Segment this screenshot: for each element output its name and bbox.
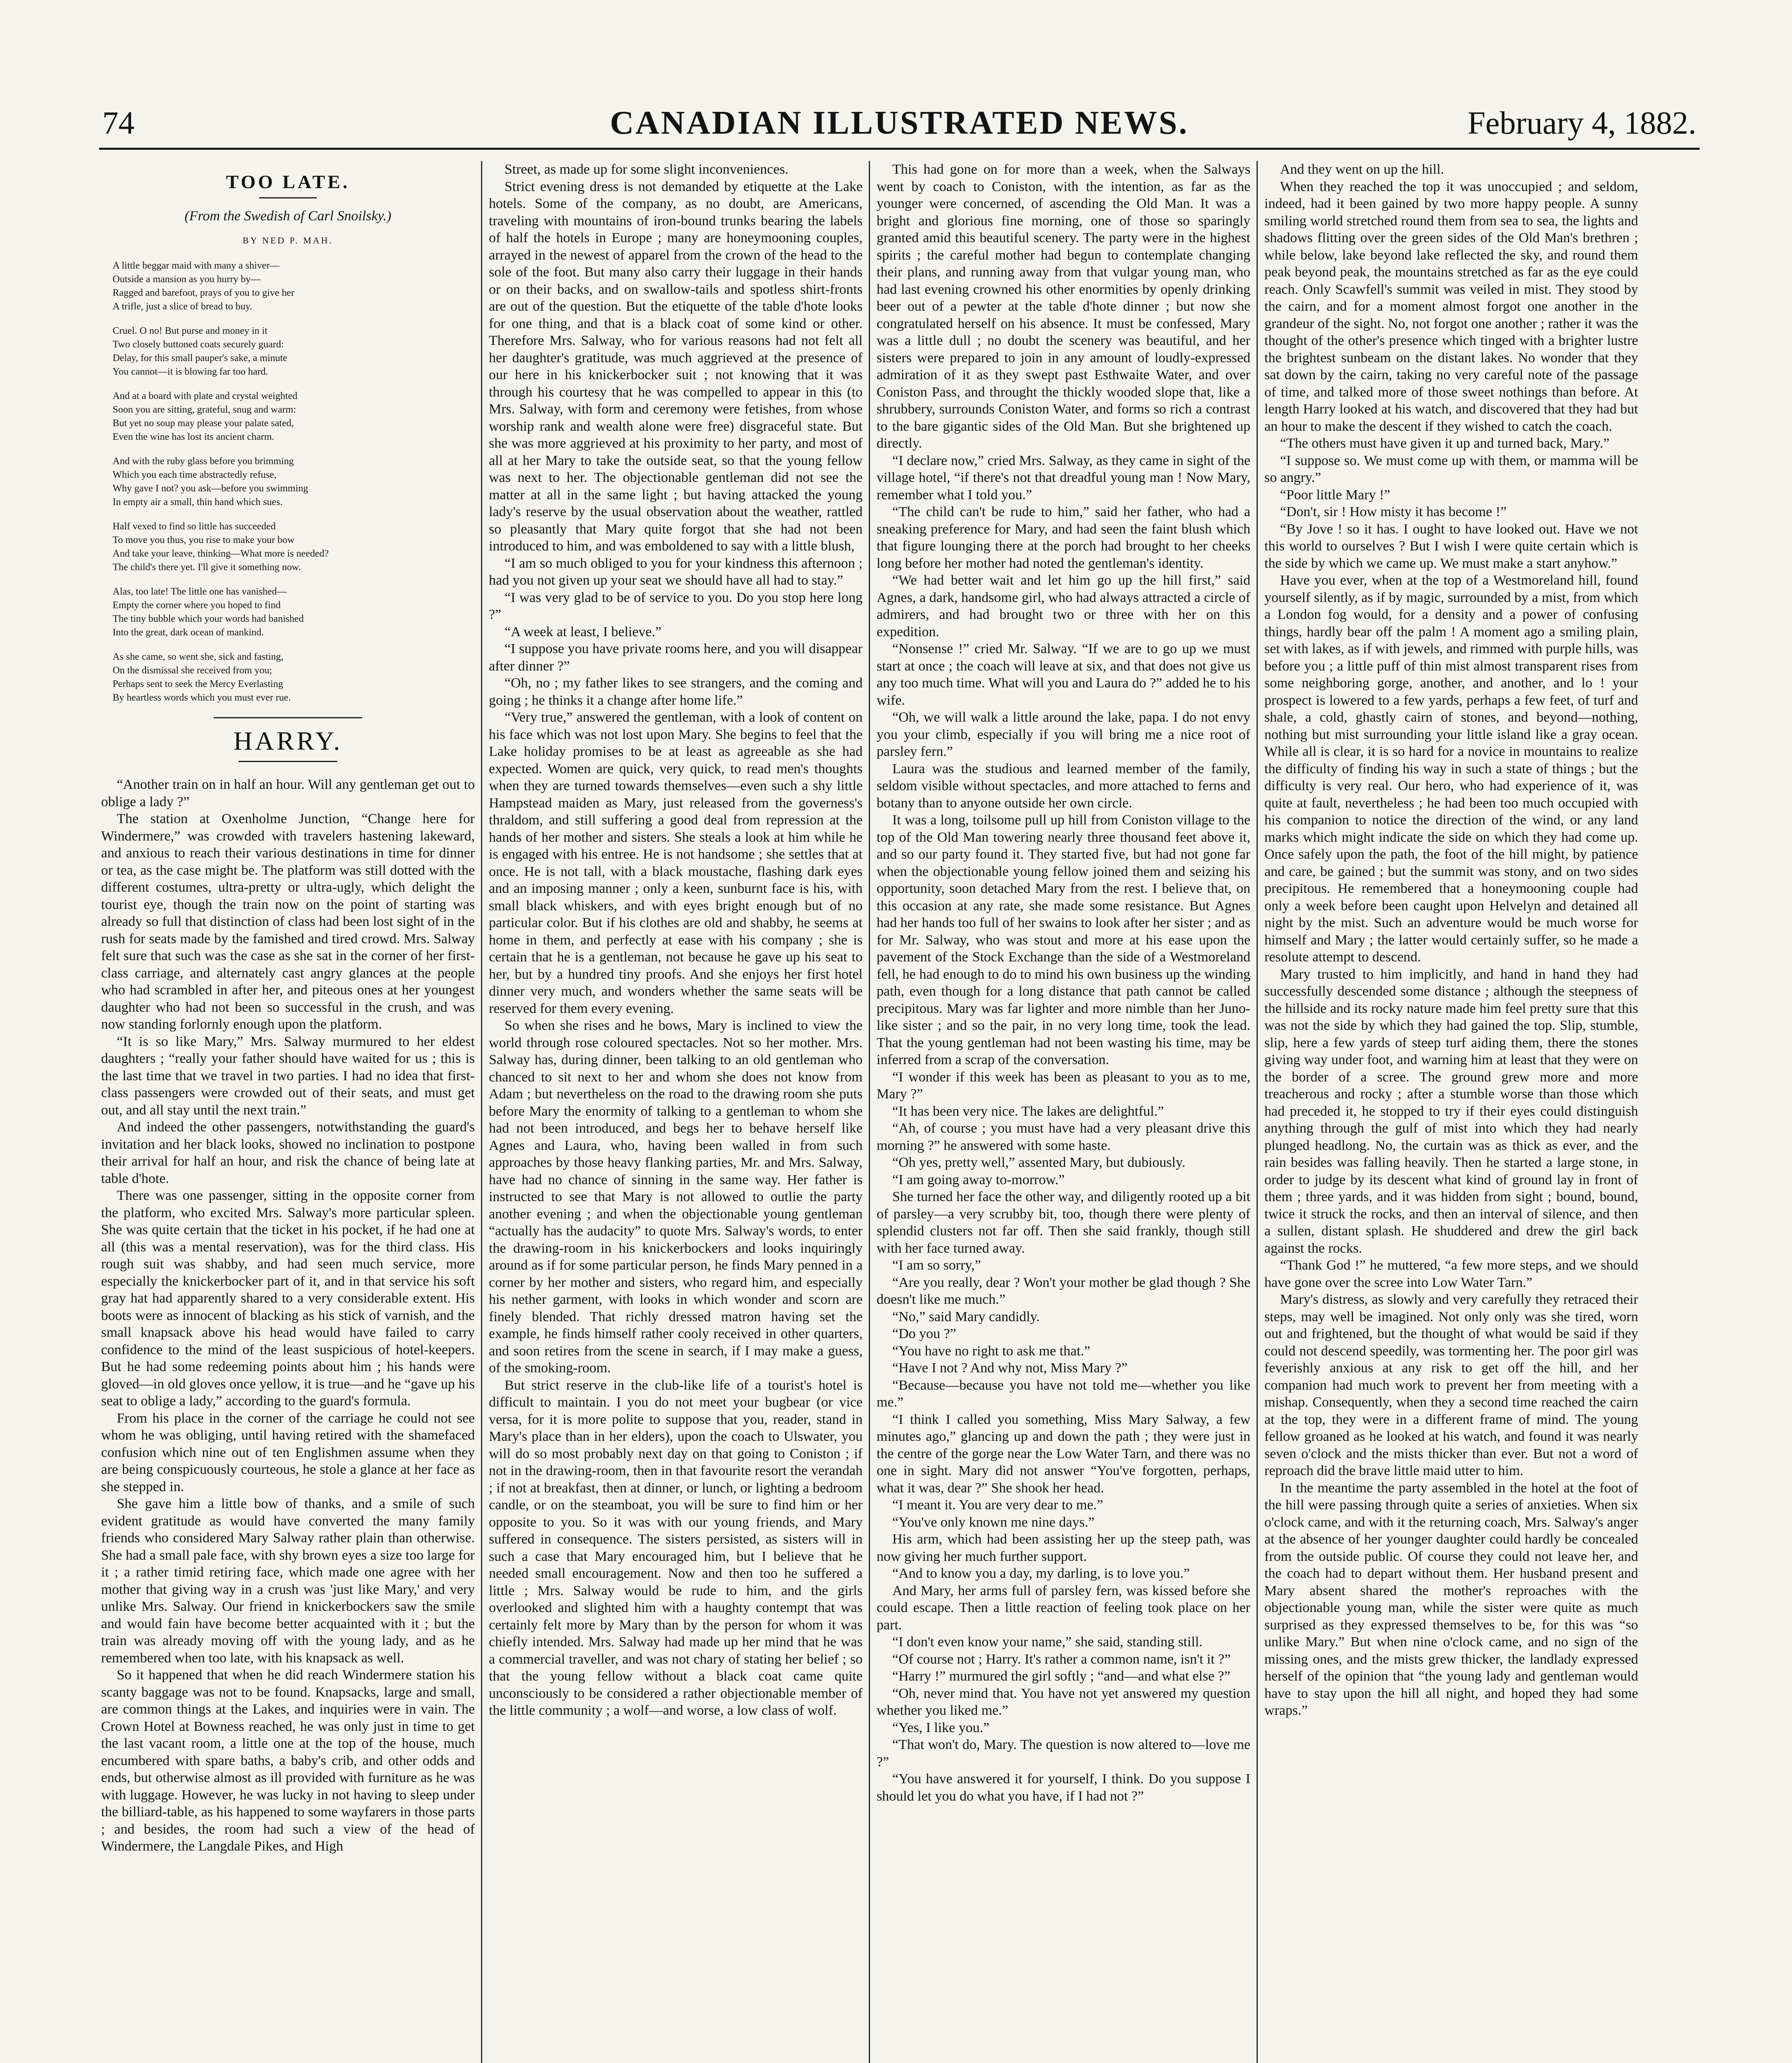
story-paragraph: So it happened that when he did reach Windermere station his scanty baggage was not to be found. Knapsacks, large and small, are common things at the Lakes, and inquiries were in vain. The Crown Hotel at Bowness reached, he was only just in time to get the last vacant room, a little one at the top of the house, much encumbered with spare baths, a baby's crib, and other odds and ends, but otherwise almost as ill provided with furniture as he was with luggage. However, he was lucky in not having to sleep under the billiard-table, as his happened to some wayfarers in those parts ; and besides, the room had such a view of the head of Windermere, the Langdale Pikes, and High <box>101 1667 475 1854</box>
story-paragraph: “Poor little Mary !” <box>1280 487 1391 503</box>
story-paragraph: “And to know you a day, my darling, is to love you.” <box>892 1566 1190 1581</box>
story-paragraph: “I wonder if this week has been as pleasant to you as to me, Mary ?” <box>877 1069 1250 1102</box>
story-paragraph: “Nonsense !” cried Mr. Salway. “If we are to go up we must start at once ; the coach will leave at six, and that does not give us any too much time. What will you and Laura do ?” added he to his wife. <box>877 641 1250 708</box>
poem-stanza: As she came, so went she, sick and fasting, On the dismissal she received from you; Perhaps sent to seek the Mercy Everlasting By heartless words which you must ever rue. <box>113 651 291 703</box>
story-paragraph: “That won't do, Mary. The question is now altered to—love me ?” <box>877 1737 1250 1770</box>
story-paragraph: This had gone on for more than a week, when the Salways went by coach to Coniston, with the intention, as far as the younger were concerned, of ascending the Old Man. It was a bright and glorious fine morning, one of those so sparingly granted amid this beautiful scenery. The party were in the highest spirits ; the careful mother had begun to contemplate changing their plans, and running away from that vulgar young man, who had last evening crowned his other enormities by openly drinking beer out of a pewter at the table d'hote dinner ; but now she congratulated herself on his absence. It must be confessed, Mary was a little dull ; no doubt the scenery was beautiful, and her sisters were prepared to join in any amount of loudly-expressed admiration of it as they swept past Esthwaite Water, and over Coniston Pass, and throught the thickly wooded slope that, like a shrubbery, surrounds Coniston Water, and forms so rich a contrast to the bare gigantic sides of the Old Man. But she brightened up directly. <box>877 162 1250 451</box>
story-paragraph: “Oh, no ; my father likes to see strangers, and the coming and going ; he thinks it a change after home life.” <box>489 675 863 708</box>
story-paragraph: His arm, which had been assisting her up the steep path, was now giving her much further support. <box>877 1532 1250 1564</box>
story-paragraph: “Do you ?” <box>892 1326 956 1341</box>
story-paragraph: She turned her face the other way, and diligently rooted up a bit of parsley—a very scrubby bit, too, though there were plenty of splendid clusters not far off. Then she said frankly, though still with her face turned away. <box>877 1189 1250 1256</box>
title-rule <box>259 197 317 198</box>
poem-stanza: And with the ruby glass before you brimming Which you each time abstractedly refuse, Why gave I not? you ask—before you swimming In empty air a small, thin hand which sues. <box>113 456 308 507</box>
story-paragraph: “I am going away to-morrow.” <box>892 1172 1065 1187</box>
story-paragraph: “Very true,” answered the gentleman, with a look of content on his face which was not lost upon Mary. She begins to feel that the Lake holiday promises to be at least as agreeable as she had expected. Women are quick, very quick, to read men's thoughts when they are turned towards themselves—even such a shy little Hampstead maiden as Mary, just released from the governess's thraldom, and still suffering a good deal from repression at the hands of her mother and sisters. She steals a look at him while he is engaged with his entree. He is not handsome ; she settles that at once. He is not tall, with a black moustache, flashing dark eyes and an imposing manner ; only a keen, sunburnt face is his, with small black whiskers, and with eyes bright enough but of no particular color. But if his clothes are old and shabby, he seems at home in them, and perfectly at ease with his company ; she is certain that he is a gentleman, not because he gave up his seat to her, but by a hundred tiny proofs. And she enjoys her first hotel dinner very much, and wonders whether the same seats will be reserved for them every evening. <box>489 710 863 1016</box>
story-column-4 <box>1264 161 1638 1719</box>
story-paragraph: And indeed the other passengers, notwithstanding the guard's invitation and her black looks, showed no inclination to postpone their arrival for half an hour, and risk the chance of being late at table d'hote. <box>101 1119 475 1186</box>
story-paragraph: Mary's distress, as slowly and very carefully they retraced their steps, may well be imagined. Not only only was she tired, worn out and frightened, but the thought of what would be said if they could not descend speedily, was tormenting her. The poor girl was feverishly anxious at any risk to get off the hill, and her companion had much work to prevent her from meeting with a mishap. Consequently, when they a second time reached the cairn at the top, they were in a different frame of mind. The young fellow groaned as he looked at his watch, and found it was nearly seven o'clock and the mists thicker than ever. But not a word of reproach did the brave little maid utter to him. <box>1264 1292 1638 1478</box>
title-rule <box>238 761 337 762</box>
story-paragraph: “No,” said Mary candidly. <box>892 1309 1040 1324</box>
story-paragraph: “Oh yes, pretty well,” assented Mary, but dubiously. <box>892 1155 1186 1170</box>
story-paragraph: Strict evening dress is not demanded by etiquette at the Lake hotels. Some of the company, as no doubt, are Americans, traveling with mountains of iron-bound trunks bearing the labels of half the hotels in Europe ; many are honeymooning couples, arrayed in the newest of apparel from the crown of the head to the sole of the foot. But many also carry their luggage in their hands or on their backs, and on swallow-tails and spotless shirt-fronts are out of the question. But the etiquette of the table d'hote looks for one thing, and that is a black coat of some kind or other. Therefore Mrs. Salway, who for various reasons had not felt all her daughter's gratitude, was much aggrieved at the presence of our here in his knickerbocker suit ; not knowing that it was through his courtesy that he was compelled to appear in this (to Mrs. Salway, with form and ceremony were fetishes, from whose worship rank and wealth alone were free) disgraceful state. But she was more aggrieved at his proximity to her party, and most of all at her Mary to take the outside seat, so that the young fellow was next to her. The objectionable gentleman did not see the matter at all in the same light ; but having attacked the young lady's reserve by the usual observation about the weather, rattled so pleasantly that Mary quite forgot that she had not been introduced to him, and was emboldened to say with a little blush, <box>489 179 863 554</box>
story-paragraph: “Harry !” murmured the girl softly ; “and—and what else ?” <box>892 1669 1231 1684</box>
story-paragraph: “We had better wait and let him go up the hill first,” said Agnes, a dark, handsome girl, who had always attracted a circle of admirers, and had brought two or three with her on this expedition. <box>877 573 1250 640</box>
story-paragraph: “It is so like Mary,” Mrs. Salway murmured to her eldest daughters ; “really your father should have waited for us ; this is the last time that we travel in two parties. I had no idea that first-class passengers were crowded out of their seats, and must get out, and all stay until the next train.” <box>101 1034 475 1118</box>
story-column-3 <box>877 161 1250 1805</box>
story-paragraph: “I suppose so. We must come up with them, or mamma will be so angry.” <box>1264 453 1638 485</box>
story-column-1 <box>101 776 475 1855</box>
page-header <box>99 102 1700 150</box>
story-paragraph: In the meantime the party assembled in the hotel at the foot of the hill were passing through quite a series of anxieties. When six o'clock came, and with it the returning coach, Mrs. Salway's anger at the absence of her younger daughter could hardly be concealed from the outside public. Of course they could not leave her, and the coach had to depart without them. Her husband present and Mary absent shared the mother's reproaches with the objectionable young man, while the sister were quite as much surprised as they expressed themselves to be, for this was “so unlike Mary.” But when nine o'clock came, and no sign of the missing ones, and the mists grew thicker, the landlady expressed herself of the opinion that “the young lady and gentleman would have to stay upon the hill all night, and hoped they had some wraps.” <box>1264 1480 1638 1718</box>
story-column-2 <box>489 161 863 1719</box>
story-paragraph: “I don't even know your name,” she said, standing still. <box>892 1634 1203 1650</box>
story-paragraph: “Ah, of course ; you must have had a very pleasant drive this morning ?” he answered with some haste. <box>877 1121 1250 1153</box>
story-paragraph: “Are you really, dear ? Won't your mother be glad though ? She doesn't like me much.” <box>877 1275 1250 1307</box>
story-paragraph: “Thank God !” he muttered, “a few more steps, and we should have gone over the scree into Low Water Tarn.” <box>1264 1258 1638 1290</box>
story-paragraph: Mary trusted to him implicitly, and hand in hand they had successfully descended some distance ; although the steepness of the hillside and its rocky nature made him feel pretty sure that this was not the side by which they had gained the top. Slip, stumble, slip, here a few yards of steep turf aiding them, there the stones giving way under foot, and warning him at least that they were on the border of a scree. The ground grew more and more treacherous and rocky ; after a stumble worse than those which had preceded it, he stopped to try if their eyes could distinguish anything through the gulf of mist into which they had nearly plunged headlong. No, the curtain was as thick as ever, and the rain besides was falling heavily. Then he started a large stone, in order to judge by its descent what kind of ground lay in front of them ; three yards, and it was hidden from sight ; bound, bound, twice it struck the rocks, and then an interval of silence, and then a sullen, distant splash. He shuddered and drew the girl back against the rocks. <box>1264 966 1638 1256</box>
story-paragraph: “I suppose you have private rooms here, and you will disappear after dinner ?” <box>489 641 863 674</box>
column-3 <box>877 161 1250 2063</box>
column-rule <box>869 161 870 2063</box>
story-paragraph: “I declare now,” cried Mrs. Salway, as they came in sight of the village hotel, “if there's not that dreadful young man ! Now Mary, remember what I told you.” <box>877 453 1250 503</box>
story-paragraph: When they reached the top it was unoccupied ; and seldom, indeed, had it been gained by two more happy people. A sunny smiling world stretched round them from sea to sea, the lights and shadows flitting over the green sides of the Old Man's brethren ; while below, lake beyond lake reflected the sky, and round them peak beyond peak, the mountains stretched as far as the eye could reach. Only Scawfell's summit was veiled in mist. They stood by the cairn, and for a moment almost forgot one another in the grandeur of the sight. No, not forgot one another ; rather it was the thought of the other's presence which tinged with a brighter lustre the brightest sunbeam on the distant lakes. No wonder that they sat down by the cairn, taking no very careful note of the passage of time, and talked more of those sweet nothings than before. At length Harry looked at his watch, and discovered that they had but an hour to make the descent if they wished to catch the coach. <box>1264 179 1638 434</box>
story-paragraph: “Have I not ? And why not, Miss Mary ?” <box>892 1360 1128 1376</box>
story-title: HARRY. <box>233 726 343 755</box>
story-paragraph: “Oh, never mind that. You have not yet answered my question whether you liked me.” <box>877 1685 1250 1718</box>
story-paragraph: But strict reserve in the club-like life of a tourist's hotel is difficult to maintain. I you do not meet your bugbear (or vice versa, for it is more polite to suppose that you, reader, stand in Mary's place than in her elders), upon the coach to Ulswater, you will do so most probably next day on that going to Coniston ; if not in the drawing-room, then in that favourite resort the verandah ; if not at breakfast, then at dinner, or lunch, or lighting a bedroom candle, or on the steamboat, you will be sure to find him or her opposite to you. So it was with our young friends, and Mary suffered in consequence. The sisters persisted, as sisters will in such a case that Mary encouraged him, but I believe that he needed small encouragement. Now and then too he suffered a little ; Mrs. Salway would be rude to him, and the girls overlooked and slighted him with a haughty contempt that was certainly felt more by Mary than by the person for whom it was chiefly intended. Mrs. Salway had made up her mind that he was a commercial traveller, and was not chary of stating her belief ; so that the young fellow without a black coat came quite unconsciously to be considered a rather objectionable member of the little community ; a wolf—and worse, a low class of wolf. <box>489 1377 863 1718</box>
story-paragraph: “By Jove ! so it has. I ought to have looked out. Have we not this world to ourselves ? But I wish I were quite certain which is the side by which we came up. We must make a start anyhow.” <box>1264 521 1638 571</box>
story-paragraph: So when she rises and he bows, Mary is inclined to view the world through rose coloured spectacles. Not so her mother. Mrs. Salway has, during dinner, been talking to an old gentleman who chanced to sit next to her and whom she does not know from Adam ; but nevertheless on the road to the drawing room she puts before Mary the enormity of talking to a gentleman to whom she had not been introduced, and begs her to behave herself like Agnes and Laura, who, having been walled in from such approaches by those heavy flanking parties, Mr. and Mrs. Salway, have had no chance of sinning in the same way. Her father is instructed to see that Mary is not allowed to outlie the party another evening ; and when the objectionable young gentleman “actually has the audacity” to quote Mrs. Salway's words, to enter the drawing-room in his knickerbockers and looks inquiringly around as if for some particular person, he finds Mary penned in a corner by her mother and sisters, who regard him, and especially his nether garment, with looks in which wonder and scorn are finely blended. That richly dressed matron having set the example, he finds himself rather cooly received in other quarters, and soon retires from the scene in search, if I may make a guess, of the smoking-room. <box>489 1018 863 1376</box>
story-paragraph: “Because—because you have not told me—whether you like me.” <box>877 1377 1250 1410</box>
story-paragraph: “I meant it. You are very dear to me.” <box>892 1497 1103 1513</box>
issue-date: February 4, 1882. <box>1467 105 1696 141</box>
story-paragraph: Laura was the studious and learned member of the family, seldom visible without spectacles, and more attached to ferns and botany than to anyone outside her own circle. <box>877 761 1250 811</box>
story-paragraph: There was one passenger, sitting in the opposite corner from the platform, who excited Mrs. Salway's more particular spleen. She was quite certain that the ticket in his pocket, if he had one at all (this was a mental reservation), was for the third class. His rough suit was shabby, and had seen much service, more especially the knickerbocker part of it, and in that service his soft gray hat had apparently shared to a very considerable extent. His boots were as innocent of blacking as his stick of varnish, and the small knapsack above his head would have failed to carry confidence to the mind of the least suspicious of hotel-keepers. But he had some redeeming points about him ; his hands were gloved—in old gloves once yellow, it is true—and he “gave up his seat to oblige a lady,” according to the guard's formula. <box>101 1188 475 1409</box>
story-paragraph: And Mary, her arms full of parsley fern, was kissed before she could escape. Then a little reaction of feeling took place on her part. <box>877 1583 1250 1633</box>
poem-byline: BY NED P. MAH. <box>243 235 333 245</box>
story-paragraph: “You have answered it for yourself, I think. Do you suppose I should let you do what you have, if I had not ?” <box>877 1771 1250 1804</box>
story-paragraph: “I think I called you something, Miss Mary Salway, a few minutes ago,” glancing up and down the path ; they were just in the centre of the gorge near the Low Water Tarn, and there was no one in sight. Mary did not answer “You've forgotten, perhaps, what it was, dear ?” She shook her head. <box>877 1412 1250 1496</box>
story-paragraph: She gave him a little bow of thanks, and a smile of such evident gratitude as would have converted the many family friends who considered Mary Salway rather plain than otherwise. She had a small pale face, with shy brown eyes a size too large for it ; a rather timid retiring face, which made one agree with her mother that giving way in a crush was 'just like Mary,' and very unlike Mrs. Salway. Our friend in knickerbockers saw the smile and would fain have become better acquainted with it ; but the train was already moving off with the young lady, and as he remembered when too late, with his knapsack as well. <box>101 1496 475 1666</box>
column-rule <box>481 161 482 2063</box>
poem-title: TOO LATE. <box>226 171 350 192</box>
story-paragraph: Have you ever, when at the top of a Westmoreland hill, found yourself silently, as if by magic, surrounded by a mist, from which a London fog would, for a density and a power of confusing things, hardly bear off the palm ! A moment ago a smiling plain, set with lakes, as if with jewels, and rimmed with purple hills, was before you ; a little puff of thin mist almost transparent rises from some neighboring gorge, another, and another, and lo ! your prospect is lowered to a few yards, perhaps a few feet, of turf and shale, a cold, ghastly cairn of stones, and beyond—nothing, nothing but mist surrounding your little island like a gray ocean. While all is clear, it is so hard for a novice in mountains to realize the difficulty of finding his way in such a state of things ; but the difficulty is very real. Our hero, who had experience of it, was quite at fault, nevertheless ; he had been too much occupied with his companion to notice the direction of the wind, or any land marks which might indicate the side on which they had come up. Once safely upon the path, the foot of the hill might, by patience and care, be gained ; but the summit was stony, and on two sides precipitous. He remembered that a honeymooning couple had only a week before been caught upon Helvelyn and detained all night by the mist. Such an adventure would be much worse for himself and Mary ; the latter would certainly suffer, so he made a resolute attempt to descend. <box>1264 573 1638 965</box>
story-paragraph: “The child can't be rude to him,” said her father, who had a sneaking preference for Mary, and had seen the faint blush which that figure lounging there at the porch had brought to her cheeks long before her mother had noted the gentleman's identity. <box>877 504 1250 571</box>
story-paragraph: “Don't, sir ! How misty it has become !” <box>1280 504 1507 519</box>
story-paragraph: And they went on up the hill. <box>1280 162 1444 177</box>
poem-stanza: Alas, too late! The little one has vanished— Empty the corner where you hoped to find The tiny bubble which your words had banished Into the great, dark ocean of mankind. <box>113 586 304 638</box>
poem-stanza: Cruel. O no! But purse and money in it Two closely buttoned coats securely guard: Delay, for this small pauper's sake, a minute You cannot—it is blowing far too hard. <box>113 325 288 377</box>
story-paragraph: “A week at least, I believe.” <box>505 624 662 640</box>
column-4 <box>1264 161 1638 2063</box>
section-rule <box>214 717 362 718</box>
story-paragraph: “You've only known me nine days.” <box>892 1514 1094 1530</box>
column-2 <box>489 161 863 2063</box>
story-paragraph: “I was very glad to be of service to you. Do you stop here long ?” <box>489 590 863 622</box>
poem-stanza: Half vexed to find so little has succeeded To move you thus, you rise to make your bow And take your leave, thinking—What more is needed? The child's there yet. I'll give it something now. <box>113 521 329 573</box>
story-paragraph: “Oh, we will walk a little around the lake, papa. I do not envy you your climb, especially if you will bring me a nice root of parsley fern.” <box>877 710 1250 759</box>
story-paragraph: From his place in the corner of the carriage he could not see whom he was obliging, until having retired with the shamefaced confusion which nine out of ten Englishmen assume when they are being conspicuously courteous, he stole a glance at her face as she stepped in. <box>101 1410 475 1494</box>
masthead: CANADIAN ILLUSTRATED NEWS. <box>610 105 1189 141</box>
story-paragraph: “I am so much obliged to you for your kindness this afternoon ; had you not given up your seat we should have all had to stay.” <box>489 555 863 588</box>
story-paragraph: “I am so sorry,” <box>892 1258 981 1273</box>
story-paragraph: It was a long, toilsome pull up hill from Coniston village to the top of the Old Man towering nearly three thousand feet above it, and so our party found it. They started five, but had not gone far when the objectionable young fellow joined them and seizing his opportunity, soon detached Mary from the rest. I believe that, on this occasion at any rate, she made some resistance. But Agnes had her hands too full of her swains to look after her sister ; and as for Mr. Salway, who was stout and more at his ease upon the pavement of the Stock Exchange than the side of a Westmoreland fell, he had enough to do to mind his own business up the winding path, even though for a long distance that path cannot be called precipitous. Mary was far lighter and more nimble than her Juno-like sister ; and so the pair, in no very long time, took the lead. That the young gentleman had not been wasting his time, may be inferred from a scrap of the conversation. <box>877 812 1250 1067</box>
story-paragraph: “Another train on in half an hour. Will any gentleman get out to oblige a lady ?” <box>101 777 475 810</box>
page-number: 74 <box>102 105 134 141</box>
story-paragraph: The station at Oxenholme Junction, “Change here for Windermere,” was crowded with travelers hastening lakeward, and anxious to reach their various destinations in time for dinner or tea, as the case might be. The platform was still dotted with the different costumes, ultra-pretty or ultra-ugly, which delight the tourist eye, though the train now on the point of starting was already so full that distinction of class had been lost sight of in the rush for seats made by the famished and tired crowd. Mrs. Salway felt sure that such was the case as she sat in the corner of her first-class carriage, and alternately cast angry glances at the people who had scrambled in after her, and piteous ones at her youngest daughter who had not been so successful in the crush, and was now standing forlornly enough upon the platform. <box>101 811 475 1032</box>
column-1 <box>101 161 475 2063</box>
poem-subtitle: (From the Swedish of Carl Snoilsky.) <box>184 208 391 224</box>
poem-stanza: A little beggar maid with many a shiver— Outside a mansion as you hurry by— Ragged and barefoot, prays of you to give her A trifle, just a slice of bread to buy. <box>113 260 295 312</box>
story-paragraph: “Yes, I like you.” <box>892 1720 990 1735</box>
story-paragraph: “Of course not ; Harry. It's rather a common name, isn't it ?” <box>892 1651 1231 1667</box>
story-paragraph: “The others must have given it up and turned back, Mary.” <box>1280 436 1610 451</box>
column-rule <box>1257 161 1258 2063</box>
story-paragraph: “You have no right to ask me that.” <box>892 1343 1091 1359</box>
poem-stanza: And at a board with plate and crystal weighted Soon you are sitting, grateful, snug and warm: But yet no soup may please your palate sated, Even the wine has lost its ancient charm. <box>113 390 297 442</box>
story-paragraph: “It has been very nice. The lakes are delightful.” <box>892 1103 1164 1119</box>
story-paragraph: Street, as made up for some slight inconveniences. <box>505 162 789 177</box>
